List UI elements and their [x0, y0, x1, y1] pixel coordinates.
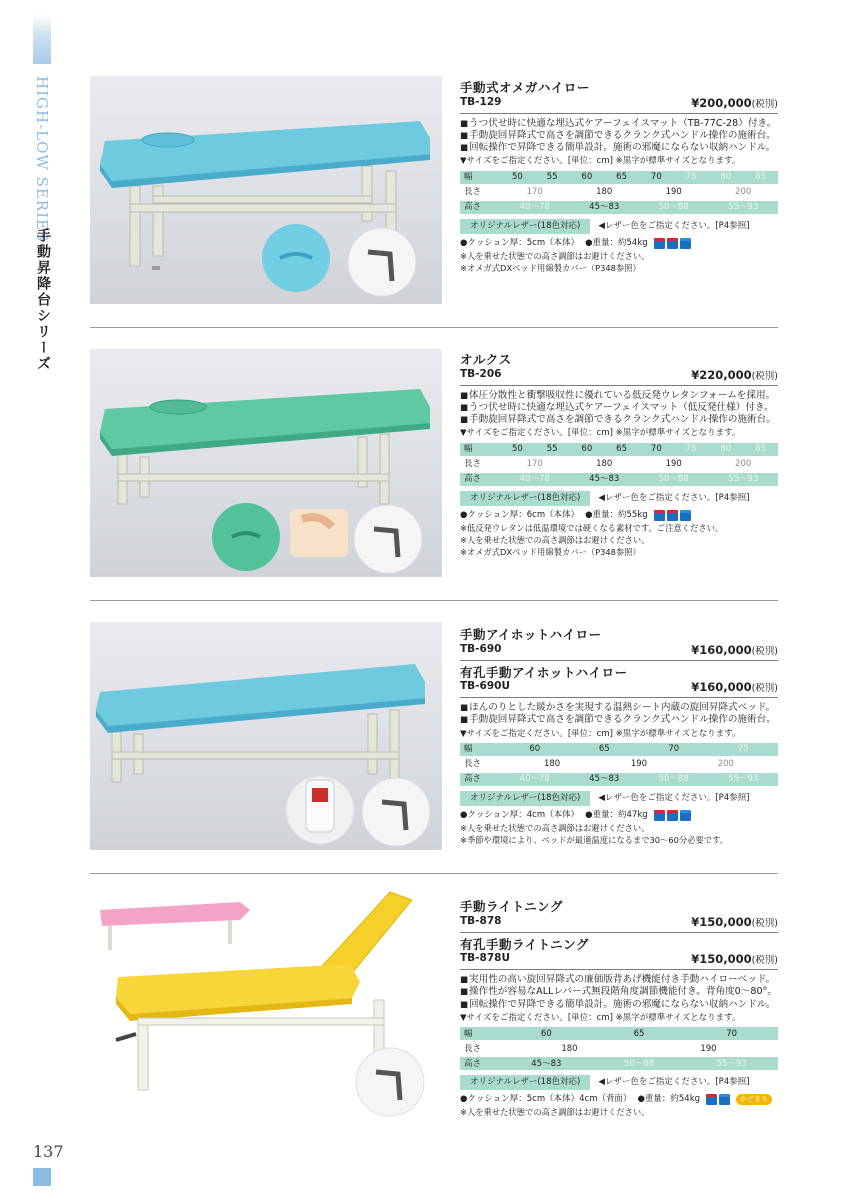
product-code: TB-878U — [460, 952, 510, 965]
cushion-spec: ●クッション厚：5cm（本体） — [460, 237, 580, 248]
section-divider — [90, 873, 778, 874]
height-row: 高さ 40〜78 45〜83 50〜88 55〜93 — [460, 201, 778, 214]
note-line: ※人を乗せた状態での高さ調節はお避けください。 — [460, 250, 650, 261]
product-name: 有孔手動アイホットハイロー — [460, 664, 628, 680]
length-row: 長さ 180 190 200 — [460, 758, 778, 771]
feature-line: ■ 体圧分散性と衝撃吸収性に優れている低反発ウレタンフォームを採用。 — [460, 390, 778, 402]
product-price: ¥150,000 — [691, 914, 752, 929]
feature-line: ■ 回転操作で昇降できる簡単設計。施術の邪魔にならない収納ハンドル。 — [460, 142, 778, 154]
feature-line: ■ 操作性が容易なALLレバー式無段階角度調節機能付き。背角度0〜80°。 — [460, 986, 778, 998]
length-row: 長さ 170 180 190 200 — [460, 458, 778, 471]
product-photo-tb878 — [90, 882, 442, 1122]
feature-line: ■ 手動旋回昇降式で高さを調節できるクランク式ハンドル操作の施術台。 — [460, 130, 778, 142]
product-photo-tb206 — [90, 349, 442, 577]
product-info-tb878 — [460, 899, 778, 1117]
product-code: TB-878 — [460, 914, 502, 927]
leather-note: ◀レザー色をご指定ください。[P4参照] — [598, 492, 750, 503]
weight-spec: ●重量：約54kg — [637, 1094, 701, 1105]
weight-spec: ●重量：約54kg — [585, 237, 648, 248]
product-name: 手動ライトニング — [460, 899, 563, 914]
weight-spec: ●重量：約55kg — [585, 509, 648, 520]
tax-note: (税別) — [751, 645, 778, 657]
size-hint: ▼サイズをご指定ください。[単位：cm] ※黒字が標準サイズとなります。 — [460, 156, 741, 167]
size-table — [460, 1025, 778, 1072]
product-photo-tb690 — [90, 622, 442, 850]
product-info-tb206 — [460, 352, 778, 558]
size-table — [460, 169, 778, 216]
product-name: 有孔手動ライトニング — [460, 936, 589, 952]
product-price: ¥220,000 — [691, 367, 752, 382]
note-line: ※人を乗せた状態での高さ調節はお避けください。 — [460, 1107, 650, 1118]
product-code: TB-690U — [460, 680, 510, 693]
series-title-en: HIGH-LOW SERIES — [33, 76, 51, 243]
cushion-icons — [706, 1094, 730, 1105]
product-price: ¥160,000 — [691, 680, 752, 695]
leather-label: オリジナルレザー(18色対応) — [460, 219, 590, 234]
cushion-spec: ●クッション厚：5cm（本体）4cm（背面） — [460, 1094, 632, 1105]
width-row: 幅 50 55 60 65 70 75 80 85 — [460, 443, 778, 456]
size-hint: ▼サイズをご指定ください。[単位：cm] ※黒字が標準サイズとなります。 — [460, 428, 741, 439]
product-name: 手動アイホットハイロー — [460, 627, 602, 642]
feature-line: ■ 手動旋回昇降式で高さを調節できるクランク式ハンドル操作の施術台。 — [460, 414, 778, 426]
leather-label: オリジナルレザー(18色対応) — [460, 491, 590, 506]
product-info-tb129 — [460, 80, 778, 273]
tax-note: (税別) — [751, 370, 778, 382]
note-line: ※オメガ式DXベッド用綿製カバー（P348参照） — [460, 262, 641, 273]
cushion-icons — [654, 810, 691, 821]
page-number: 137 — [33, 1142, 64, 1161]
width-row: 幅 60 65 70 75 — [460, 743, 778, 756]
cushion-spec: ●クッション厚：6cm（本体） — [460, 509, 580, 520]
product-photo-tb129 — [90, 76, 442, 304]
size-hint: ▼サイズをご指定ください。[単位：cm] ※黒字が標準サイズとなります。 — [460, 728, 741, 739]
product-info-tb690 — [460, 627, 778, 846]
feature-line: ■ ほんのりとした暖かさを実現する温熱シート内蔵の旋回昇降式ベッド。 — [460, 702, 778, 714]
cushion-icons — [654, 238, 691, 249]
section-divider — [90, 327, 778, 328]
length-row: 長さ 180 190 — [460, 1042, 778, 1055]
cushion-spec: ●クッション厚：4cm（本体） — [460, 809, 580, 820]
side-accent-gradient — [33, 14, 51, 64]
width-row: 幅 50 55 60 65 70 75 80 85 — [460, 171, 778, 184]
note-line: ※季節や環境により、ベッドが最適温度になるまで30〜60分必要です。 — [460, 835, 729, 846]
feature-line: ■ 実用性の高い旋回昇降式の廉価版背あげ機能付き手動ハイローベッド。 — [460, 974, 778, 986]
leather-label: オリジナルレザー(18色対応) — [460, 791, 590, 806]
note-line: ※低反発ウレタンは低温環境では硬くなる素材です。ご注意ください。 — [460, 522, 724, 533]
section-divider — [90, 600, 778, 601]
feature-line: ■ 回転操作で昇降できる簡単設計。施術の邪魔にならない収納ハンドル。 — [460, 999, 778, 1011]
feature-line: ■ 手動旋回昇降式で高さを調節できるクランク式ハンドル操作の施術台。 — [460, 714, 778, 726]
feature-line: ■ うつ伏せ時に快適な埋込式ケアーフェイスマット（TB-77C-28）付き。 — [460, 118, 778, 130]
cushion-icons — [654, 510, 691, 521]
product-code: TB-690 — [460, 642, 502, 655]
tax-note: (税別) — [751, 955, 778, 967]
product-code: TB-129 — [460, 95, 502, 108]
feature-line: ■ うつ伏せ時に快適な埋込式ケアーフェイスマット（低反発仕様）付き。 — [460, 402, 778, 414]
series-title-jp: 手動昇降台シリーズ — [35, 228, 51, 372]
width-row: 幅 60 65 70 — [460, 1027, 778, 1040]
height-row: 高さ 40〜78 45〜83 50〜88 55〜93 — [460, 773, 778, 786]
page-corner-square — [33, 1168, 51, 1186]
weight-spec: ●重量：約47kg — [585, 809, 648, 820]
note-line: ※人を乗せた状態での高さ調節はお避けください。 — [460, 822, 650, 833]
tax-note: (税別) — [751, 917, 778, 929]
product-price: ¥160,000 — [691, 642, 752, 657]
product-price: ¥150,000 — [691, 952, 752, 967]
product-name: オルクス — [460, 352, 512, 367]
size-table — [460, 741, 778, 788]
leather-note: ◀レザー色をご指定ください。[P4参照] — [598, 1077, 750, 1088]
height-row: 高さ 45〜83 50〜88 55〜93 — [460, 1057, 778, 1070]
tax-note: (税別) — [751, 683, 778, 695]
size-table — [460, 441, 778, 488]
size-hint: ▼サイズをご指定ください。[単位：cm] ※黒字が標準サイズとなります。 — [460, 1012, 741, 1023]
leather-note: ◀レザー色をご指定ください。[P4参照] — [598, 220, 750, 231]
note-line: ※オメガ式DXベッド用綿製カバー（P348参照） — [460, 547, 641, 558]
height-row: 高さ 40〜78 45〜83 50〜88 55〜93 — [460, 473, 778, 486]
leather-note: ◀レザー色をご指定ください。[P4参照] — [598, 793, 750, 804]
leather-label: オリジナルレザー(18色対応) — [460, 1075, 590, 1090]
length-row: 長さ 170 180 190 200 — [460, 186, 778, 199]
rounded-corner-badge: かどまる — [736, 1094, 772, 1105]
note-line: ※人を乗せた状態での高さ調節はお避けください。 — [460, 534, 650, 545]
tax-note: (税別) — [751, 98, 778, 110]
product-code: TB-206 — [460, 367, 502, 380]
product-name: 手動式オメガハイロー — [460, 80, 590, 95]
product-price: ¥200,000 — [691, 95, 752, 110]
